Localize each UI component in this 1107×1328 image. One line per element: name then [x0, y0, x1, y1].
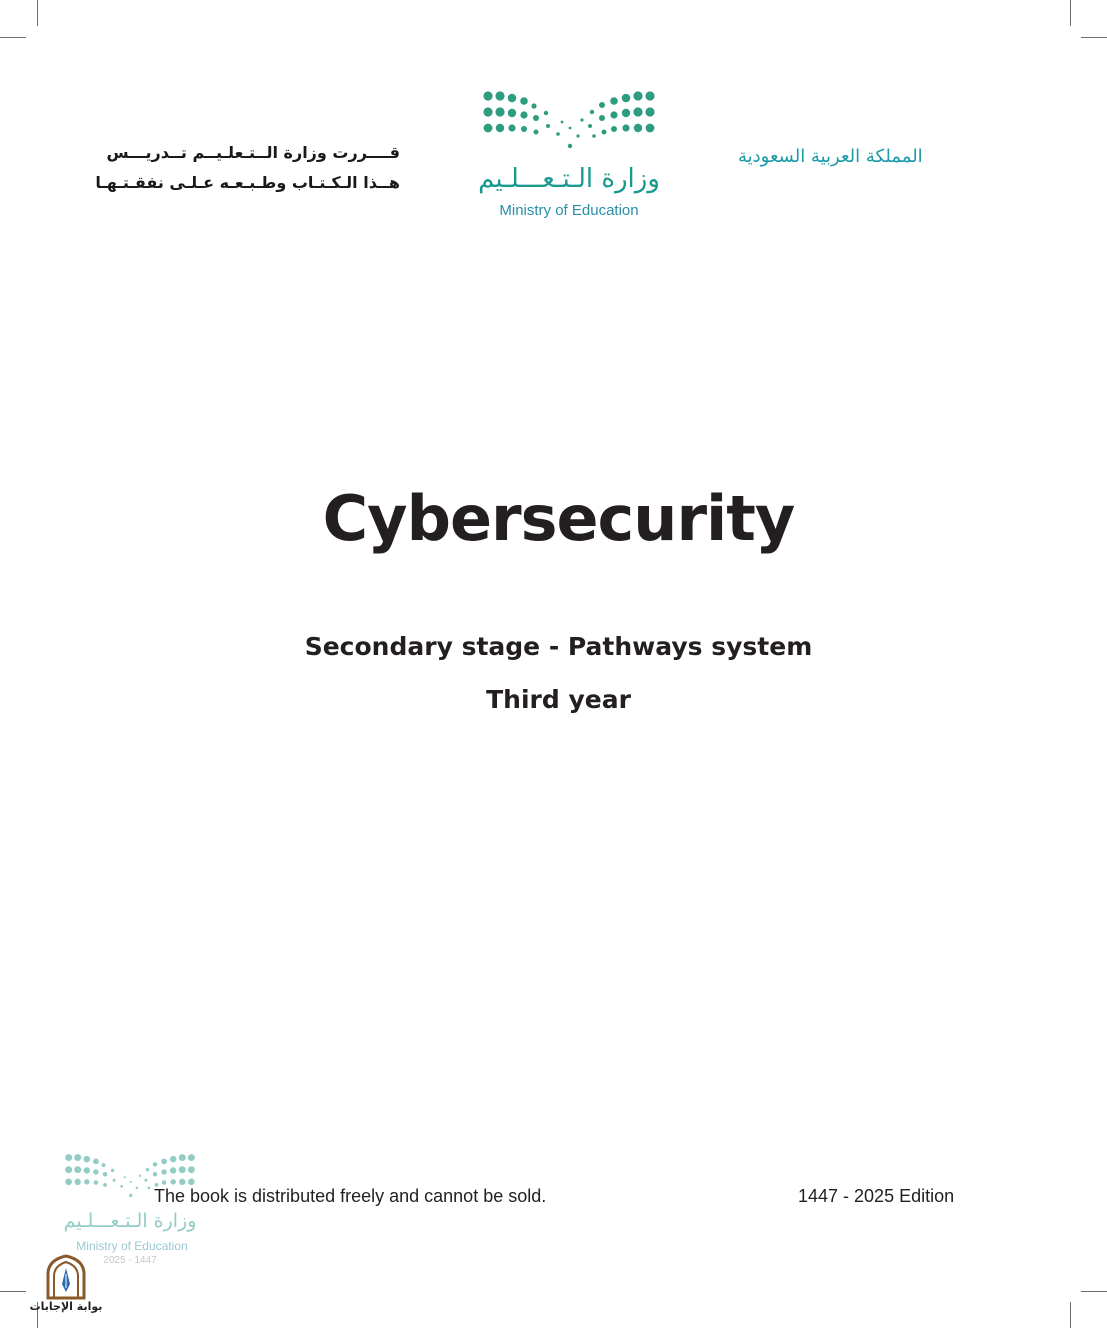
ministry-name-arabic: وزارة الـتـعـــلـيم — [478, 164, 660, 194]
watermark-badge — [28, 1254, 104, 1320]
book-subtitle: Secondary stage - Pathways system — [304, 632, 813, 661]
footer-ministry-name-english: Ministry of Education — [76, 1239, 188, 1253]
ministry-dots-icon — [478, 86, 660, 152]
footer-years: 2025 - 1447 — [103, 1255, 157, 1266]
decree-line: هــذا الـكـتـاب وطـبـعـه عـلـى نفقـتـهـا — [95, 173, 400, 192]
footer-ministry-name-arabic: وزارة الـتـعـــلـيم — [63, 1210, 197, 1232]
crop-mark — [1081, 1291, 1107, 1292]
mosque-pen-icon — [28, 1254, 104, 1300]
ministry-decree — [95, 138, 400, 198]
crop-mark — [1081, 37, 1107, 38]
ministry-name-english: Ministry of Education — [499, 202, 639, 219]
watermark-label: بوابة الإجابات — [29, 1300, 103, 1313]
edition-label: 1447 - 2025 Edition — [798, 1186, 955, 1206]
crop-mark — [1070, 0, 1071, 26]
distribution-note: The book is distributed freely and cannot be sold. — [154, 1186, 547, 1206]
crop-mark — [1070, 1302, 1071, 1328]
crop-mark — [37, 0, 38, 26]
crop-mark — [0, 1291, 26, 1292]
ministry-logo — [478, 86, 668, 226]
book-year: Third year — [486, 685, 631, 714]
decree-line: قــــررت وزارة الــتـعلـيــم تــدريـــس — [106, 143, 400, 162]
kingdom-name: المملكة العربية السعودية — [738, 146, 923, 167]
book-title: Cybersecurity — [322, 482, 795, 555]
crop-mark — [0, 37, 26, 38]
